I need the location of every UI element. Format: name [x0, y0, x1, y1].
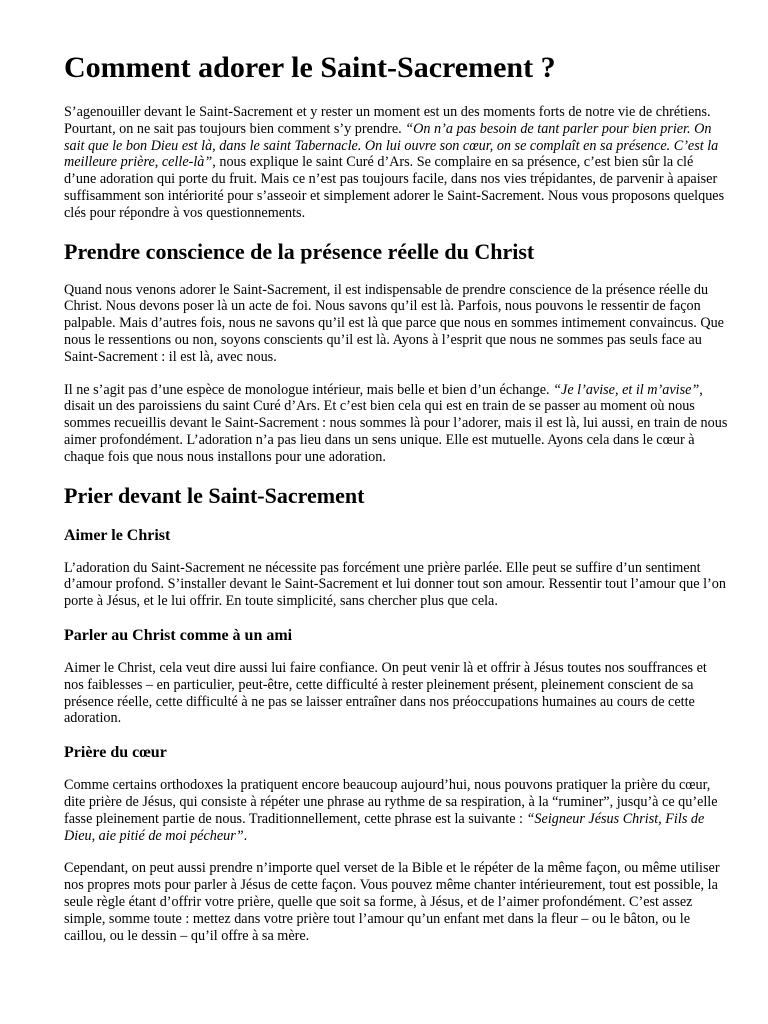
section1-p2-text-1: Il ne s’agit pas d’une espèce de monologue intérieur, mais belle et bien d’un échange. [64, 381, 554, 398]
subsection-parler-paragraph: Aimer le Christ, cela veut dire aussi lui faire confiance. On peut venir là et offrir à Jésus toutes nos souffrances et nos faiblesses – en particulier, peut-être, cette difficulté à rester pleinement présent, pleinement conscient de sa présence réelle, cette difficulté à ne pas se laisser entraîner dans nos préoccupations humaines au cours de cette adoration. [64, 659, 707, 727]
subsection-aimer-paragraph: L’adoration du Saint-Sacrement ne nécessite pas forcément une prière parlée. Elle peut se suffire d’un sentiment d’amour profond. S’installer devant le Saint-Sacrement et lui donner tout son amour. Ressentir tout l’amour que l’on porte à Jésus, et le lui offrir. En toute simplicité, sans chercher plus que cela. [64, 559, 726, 610]
subsection-priere-heading: Prière du cœur [64, 744, 167, 762]
page-title: Comment adorer le Saint-Sacrement ? [64, 51, 556, 84]
section1-p2-text-2: , disait un des paroissiens du saint Curé d’Ars. Et c’est bien cela qui est en train de se passer au moment où nous sommes recueillis devant le Saint-Sacrement : nous sommes là pour l’adorer, mais il est là, lui aussi, en train de nous aimer profondément. L’adoration n’a pas lieu dans un sens unique. Elle est mutuelle. Ayons cela dans le cœur à chaque fois que nous nous installons pour une adoration. [64, 381, 728, 465]
section1-heading: Prendre conscience de la présence réelle du Christ [64, 238, 535, 264]
subsection-aimer-heading: Aimer le Christ [64, 526, 171, 544]
section1-paragraph-1: Quand nous venons adorer le Saint-Sacrement, il est indispensable de prendre conscience de la présence réelle du Christ. Nous devons poser là un acte de foi. Nous savons qu’il est là. Parfois, nous pouvons le ressentir de façon palpable. Mais d’autres fois, nous ne savons qu’il est là que parce que nous en sommes intimement convaincus. Que nous le ressentions ou non, soyons conscients qu’il est là. Ayons à l’esprit que nous ne sommes pas seuls face au Saint-Sacrement : il est là, avec nous. [64, 281, 724, 365]
subsection-priere-paragraph-2: Cependant, on peut aussi prendre n’importe quel verset de la Bible et le répéter de la même façon, ou même utiliser nos propres mots pour parler à Jésus de cette façon. Vous pouvez même chanter intérieurement, tout est possible, la seule règle étant d’offrir votre prière, quelle que soit sa forme, à Jésus, et de l’aimer profondément. C’est assez simple, somme toute : mettez dans votre prière tout l’amour qu’un enfant met dans la fleur – ou le bâton, ou le caillou, ou le dessin – qu’il offre à sa mère. [64, 860, 720, 944]
section2-heading: Prier devant le Saint-Sacrement [64, 482, 365, 508]
priere-p1-quote: “Seigneur Jésus Christ, Fils de Dieu, aie pitié de moi pécheur” [64, 810, 705, 844]
priere-p1-end: . [243, 827, 248, 844]
subsection-priere-paragraph-1 [64, 777, 728, 844]
intro-text-2: , nous explique le saint Curé d’Ars. Se complaire en sa présence, c’est bien sûr la clé d’une adoration qui porte du fruit. Mais ce n’est pas toujours facile, dans nos vies trépidantes, de parvenir à apaiser suffisamment son intériorité pour s’asseoir et simplement adorer le Saint-Sacrement. Nous vous proposons quelques clés pour répondre à vos questionnements. [64, 154, 725, 221]
section1-p2-quote: “Je l’avise, et il m’avise” [553, 381, 700, 398]
intro-text-1: S’agenouiller devant le Saint-Sacrement et y rester un moment est un des moments forts de notre vie de chrétiens. Pourtant, on ne sait pas toujours bien comment s’y prendre. [64, 104, 711, 137]
intro-paragraph [64, 104, 728, 222]
subsection-parler-heading: Parler au Christ comme à un ami [64, 626, 293, 644]
priere-p1-text: Comme certains orthodoxes la pratiquent encore beaucoup aujourd’hui, nous pouvons pratiquer la prière du cœur, dite prière de Jésus, qui consiste à répéter une phrase au rythme de sa respiration, à la “ruminer”, jusqu’à ce qu’elle fasse pleinement partie de nous. Traditionnellement, cette phrase est la suivante : [64, 777, 718, 827]
intro-quote: “On n’a pas besoin de tant parler pour bien prier. On sait que le bon Dieu est là, dans le saint Tabernacle. On lui ouvre son cœur, on se complaît en sa présence. C’est la meilleure prière, celle-là” [64, 120, 719, 171]
section1-paragraph-2 [64, 382, 728, 466]
